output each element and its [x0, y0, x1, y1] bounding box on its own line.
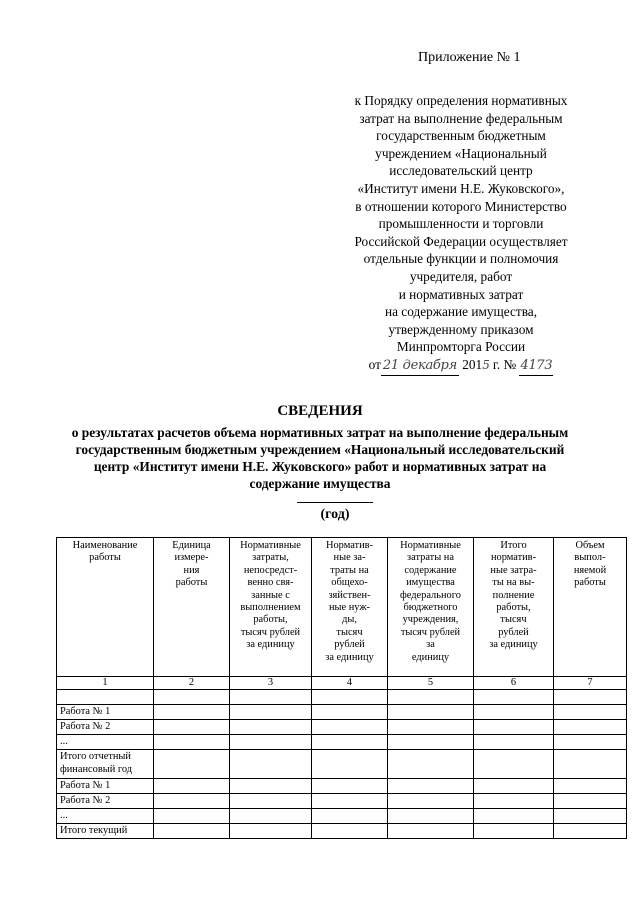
table-cell	[154, 779, 230, 794]
header-line: федерального	[400, 589, 461, 601]
header-cell	[554, 538, 627, 677]
table-cell	[388, 705, 474, 720]
header-line: тысяч	[336, 626, 363, 638]
table-row	[57, 779, 627, 794]
heading-line: о результатах расчетов объема нормативных затрат на выполнение федеральным	[71, 425, 569, 440]
header-line: ные затра-	[490, 564, 537, 576]
table-row	[57, 809, 627, 824]
table-cell	[554, 824, 627, 839]
header-line: работы,	[496, 602, 531, 614]
header-cell	[312, 538, 388, 677]
header-line: за единицу	[489, 639, 538, 651]
table-cell	[312, 690, 388, 705]
table-cell	[474, 779, 554, 794]
appendix-line: Минпромторга России	[396, 339, 526, 355]
header-line: тысяч рублей	[400, 626, 461, 638]
table-cell	[474, 705, 554, 720]
table-cell	[230, 779, 312, 794]
table-cell	[154, 824, 230, 839]
header-line: тысяч рублей	[240, 626, 301, 638]
header-line: норматив-	[490, 552, 537, 564]
order-number-label: г. №	[492, 356, 517, 372]
table-cell	[554, 690, 627, 705]
table-body	[57, 690, 627, 839]
header-line: ния	[183, 564, 200, 576]
header-line: венно свя-	[247, 577, 294, 589]
header-line: учреждения,	[402, 614, 459, 626]
appendix-line: затрат на выполнение федеральным	[359, 110, 563, 126]
appendix-line: государственным бюджетным	[376, 128, 546, 144]
order-year-prefix: 201	[462, 356, 483, 372]
document-heading	[60, 403, 580, 492]
table-cell	[554, 794, 627, 809]
header-line: за единицу	[325, 651, 374, 663]
appendix-line: учреждением «Национальный	[375, 145, 547, 161]
table-cell	[230, 809, 312, 824]
table-cell	[312, 735, 388, 750]
appendix-line: в отношении которого Министерство	[355, 198, 567, 214]
header-line: за	[426, 639, 435, 651]
table-row	[57, 720, 627, 735]
column-number: 6	[474, 677, 554, 690]
table-cell	[312, 809, 388, 824]
table-cell	[474, 690, 554, 705]
table-cell	[554, 809, 627, 824]
table-row	[57, 750, 627, 779]
header-line: Норматив-	[325, 540, 374, 551]
column-number: 5	[388, 677, 474, 690]
header-cell	[230, 538, 312, 677]
header-line: работы	[574, 577, 606, 589]
row-label: ...	[57, 735, 154, 750]
row-label: Работа № 1	[57, 779, 154, 794]
header-line: рублей	[334, 639, 365, 651]
heading-line: содержание имущества	[249, 476, 391, 491]
header-line: единицу	[411, 651, 450, 663]
header-line: затраты на	[407, 552, 454, 564]
header-line: ды,	[342, 614, 357, 626]
header-line: выполнением	[240, 602, 301, 614]
table-row	[57, 824, 627, 839]
table-cell	[312, 750, 388, 779]
row-label: Работа № 2	[57, 794, 154, 809]
table-cell	[388, 794, 474, 809]
table-header-row	[57, 538, 627, 677]
header-line: Единица	[172, 540, 211, 551]
appendix-line: промышленности и торговли	[378, 216, 544, 232]
header-line: имущества	[406, 577, 455, 589]
header-line: няемой	[573, 564, 607, 576]
table-cell	[474, 794, 554, 809]
appendix-line: и нормативных затрат	[398, 286, 524, 302]
header-line: затраты,	[252, 552, 289, 564]
header-cell	[474, 538, 554, 677]
table-cell	[474, 720, 554, 735]
header-line: измере-	[174, 552, 209, 564]
column-number: 4	[312, 677, 388, 690]
header-line: работы	[175, 577, 208, 589]
appendix-line: учредителя, работ	[409, 268, 513, 284]
column-number: 3	[230, 677, 312, 690]
table-cell	[554, 705, 627, 720]
table-cell	[388, 735, 474, 750]
header-line: бюджетного	[403, 602, 458, 614]
header-line: ты на вы-	[492, 577, 535, 589]
table-cell	[474, 735, 554, 750]
header-line: тысяч	[500, 614, 527, 626]
table-cell	[554, 735, 627, 750]
table-cell	[474, 750, 554, 779]
header-line: Объем	[575, 540, 605, 551]
table-cell	[388, 809, 474, 824]
header-line: работы	[89, 552, 121, 564]
table-cell	[154, 750, 230, 779]
header-line: траты на	[330, 564, 369, 576]
table-cell	[388, 824, 474, 839]
table-cell	[230, 750, 312, 779]
table-cell	[554, 720, 627, 735]
appendix-line: Российской Федерации осуществляет	[354, 233, 568, 249]
header-line: зяйствен-	[328, 589, 371, 601]
column-number-row	[57, 677, 627, 690]
table-cell	[312, 824, 388, 839]
header-line: непосредст-	[243, 564, 298, 576]
table-cell	[388, 750, 474, 779]
table-cell	[230, 720, 312, 735]
data-table	[56, 537, 627, 839]
year-label: (год)	[320, 507, 350, 522]
year-blank-line	[297, 502, 373, 503]
row-label: Работа № 1	[57, 705, 154, 720]
header-line: Нормативные	[240, 540, 301, 551]
row-label: Работа № 2	[57, 720, 154, 735]
header-line: Наименование	[72, 540, 138, 551]
table-cell	[154, 735, 230, 750]
header-line: выпол-	[574, 552, 606, 564]
header-line: рублей	[498, 626, 529, 638]
appendix-line: отдельные функции и полномочия	[363, 251, 559, 267]
heading-line: государственным бюджетным учреждением «Национальный исследовательский	[75, 442, 565, 457]
handwritten-order-date: 21 декабря	[381, 357, 459, 376]
header-line: Нормативные	[400, 540, 461, 551]
table-cell	[154, 809, 230, 824]
table-cell	[474, 809, 554, 824]
table-cell	[388, 720, 474, 735]
table-cell	[312, 705, 388, 720]
header-line: содержание	[404, 564, 457, 576]
table-cell	[388, 690, 474, 705]
row-label	[57, 690, 154, 705]
table-cell	[154, 720, 230, 735]
header-cell	[154, 538, 230, 677]
header-line: полнение	[492, 589, 535, 601]
table-cell	[230, 824, 312, 839]
order-prefix: от	[368, 356, 381, 372]
table-cell	[230, 735, 312, 750]
appendix-line: «Институт имени Н.Е. Жуковского»,	[357, 180, 565, 196]
heading-line: центр «Институт имени Н.Е. Жуковского» работ и нормативных затрат на	[93, 459, 547, 474]
table-cell	[154, 690, 230, 705]
table-cell	[312, 779, 388, 794]
handwritten-order-number: 4173	[519, 357, 553, 376]
appendix-line: к Порядку определения нормативных	[354, 93, 568, 108]
table-cell	[312, 794, 388, 809]
header-line: ные нуж-	[328, 602, 370, 614]
row-label: Итого текущий	[57, 824, 154, 839]
table-row	[57, 794, 627, 809]
header-line: Итого	[500, 540, 527, 551]
table-cell	[388, 779, 474, 794]
table-cell	[230, 794, 312, 809]
table-cell	[154, 794, 230, 809]
column-number: 1	[57, 677, 154, 690]
document-title: СВЕДЕНИЯ	[277, 403, 363, 419]
row-label: Итого отчетный финансовый год	[57, 750, 154, 779]
appendix-line: утвержденному приказом	[388, 321, 534, 337]
table-row	[57, 735, 627, 750]
appendix-line: исследовательский центр	[389, 163, 533, 179]
table-cell	[230, 705, 312, 720]
header-line: занные с	[251, 589, 290, 601]
column-number: 7	[554, 677, 627, 690]
header-line: общехо-	[331, 577, 368, 589]
appendix-line: на содержание имущества,	[384, 304, 538, 320]
table-cell	[154, 705, 230, 720]
table-cell	[312, 720, 388, 735]
header-line: ные за-	[333, 552, 366, 564]
table-cell	[474, 824, 554, 839]
appendix-reference	[330, 92, 592, 376]
table-cell	[230, 690, 312, 705]
header-cell	[57, 538, 154, 677]
table-row	[57, 705, 627, 720]
header-line: работы,	[253, 614, 288, 626]
column-number: 2	[154, 677, 230, 690]
header-cell	[388, 538, 474, 677]
table-row	[57, 690, 627, 705]
appendix-title: Приложение № 1	[418, 50, 521, 65]
table-cell	[554, 750, 627, 779]
order-reference-line	[330, 356, 592, 376]
header-line: за единицу	[246, 639, 295, 651]
table-cell	[554, 779, 627, 794]
handwritten-order-year: 5	[482, 357, 490, 372]
row-label: ...	[57, 809, 154, 824]
